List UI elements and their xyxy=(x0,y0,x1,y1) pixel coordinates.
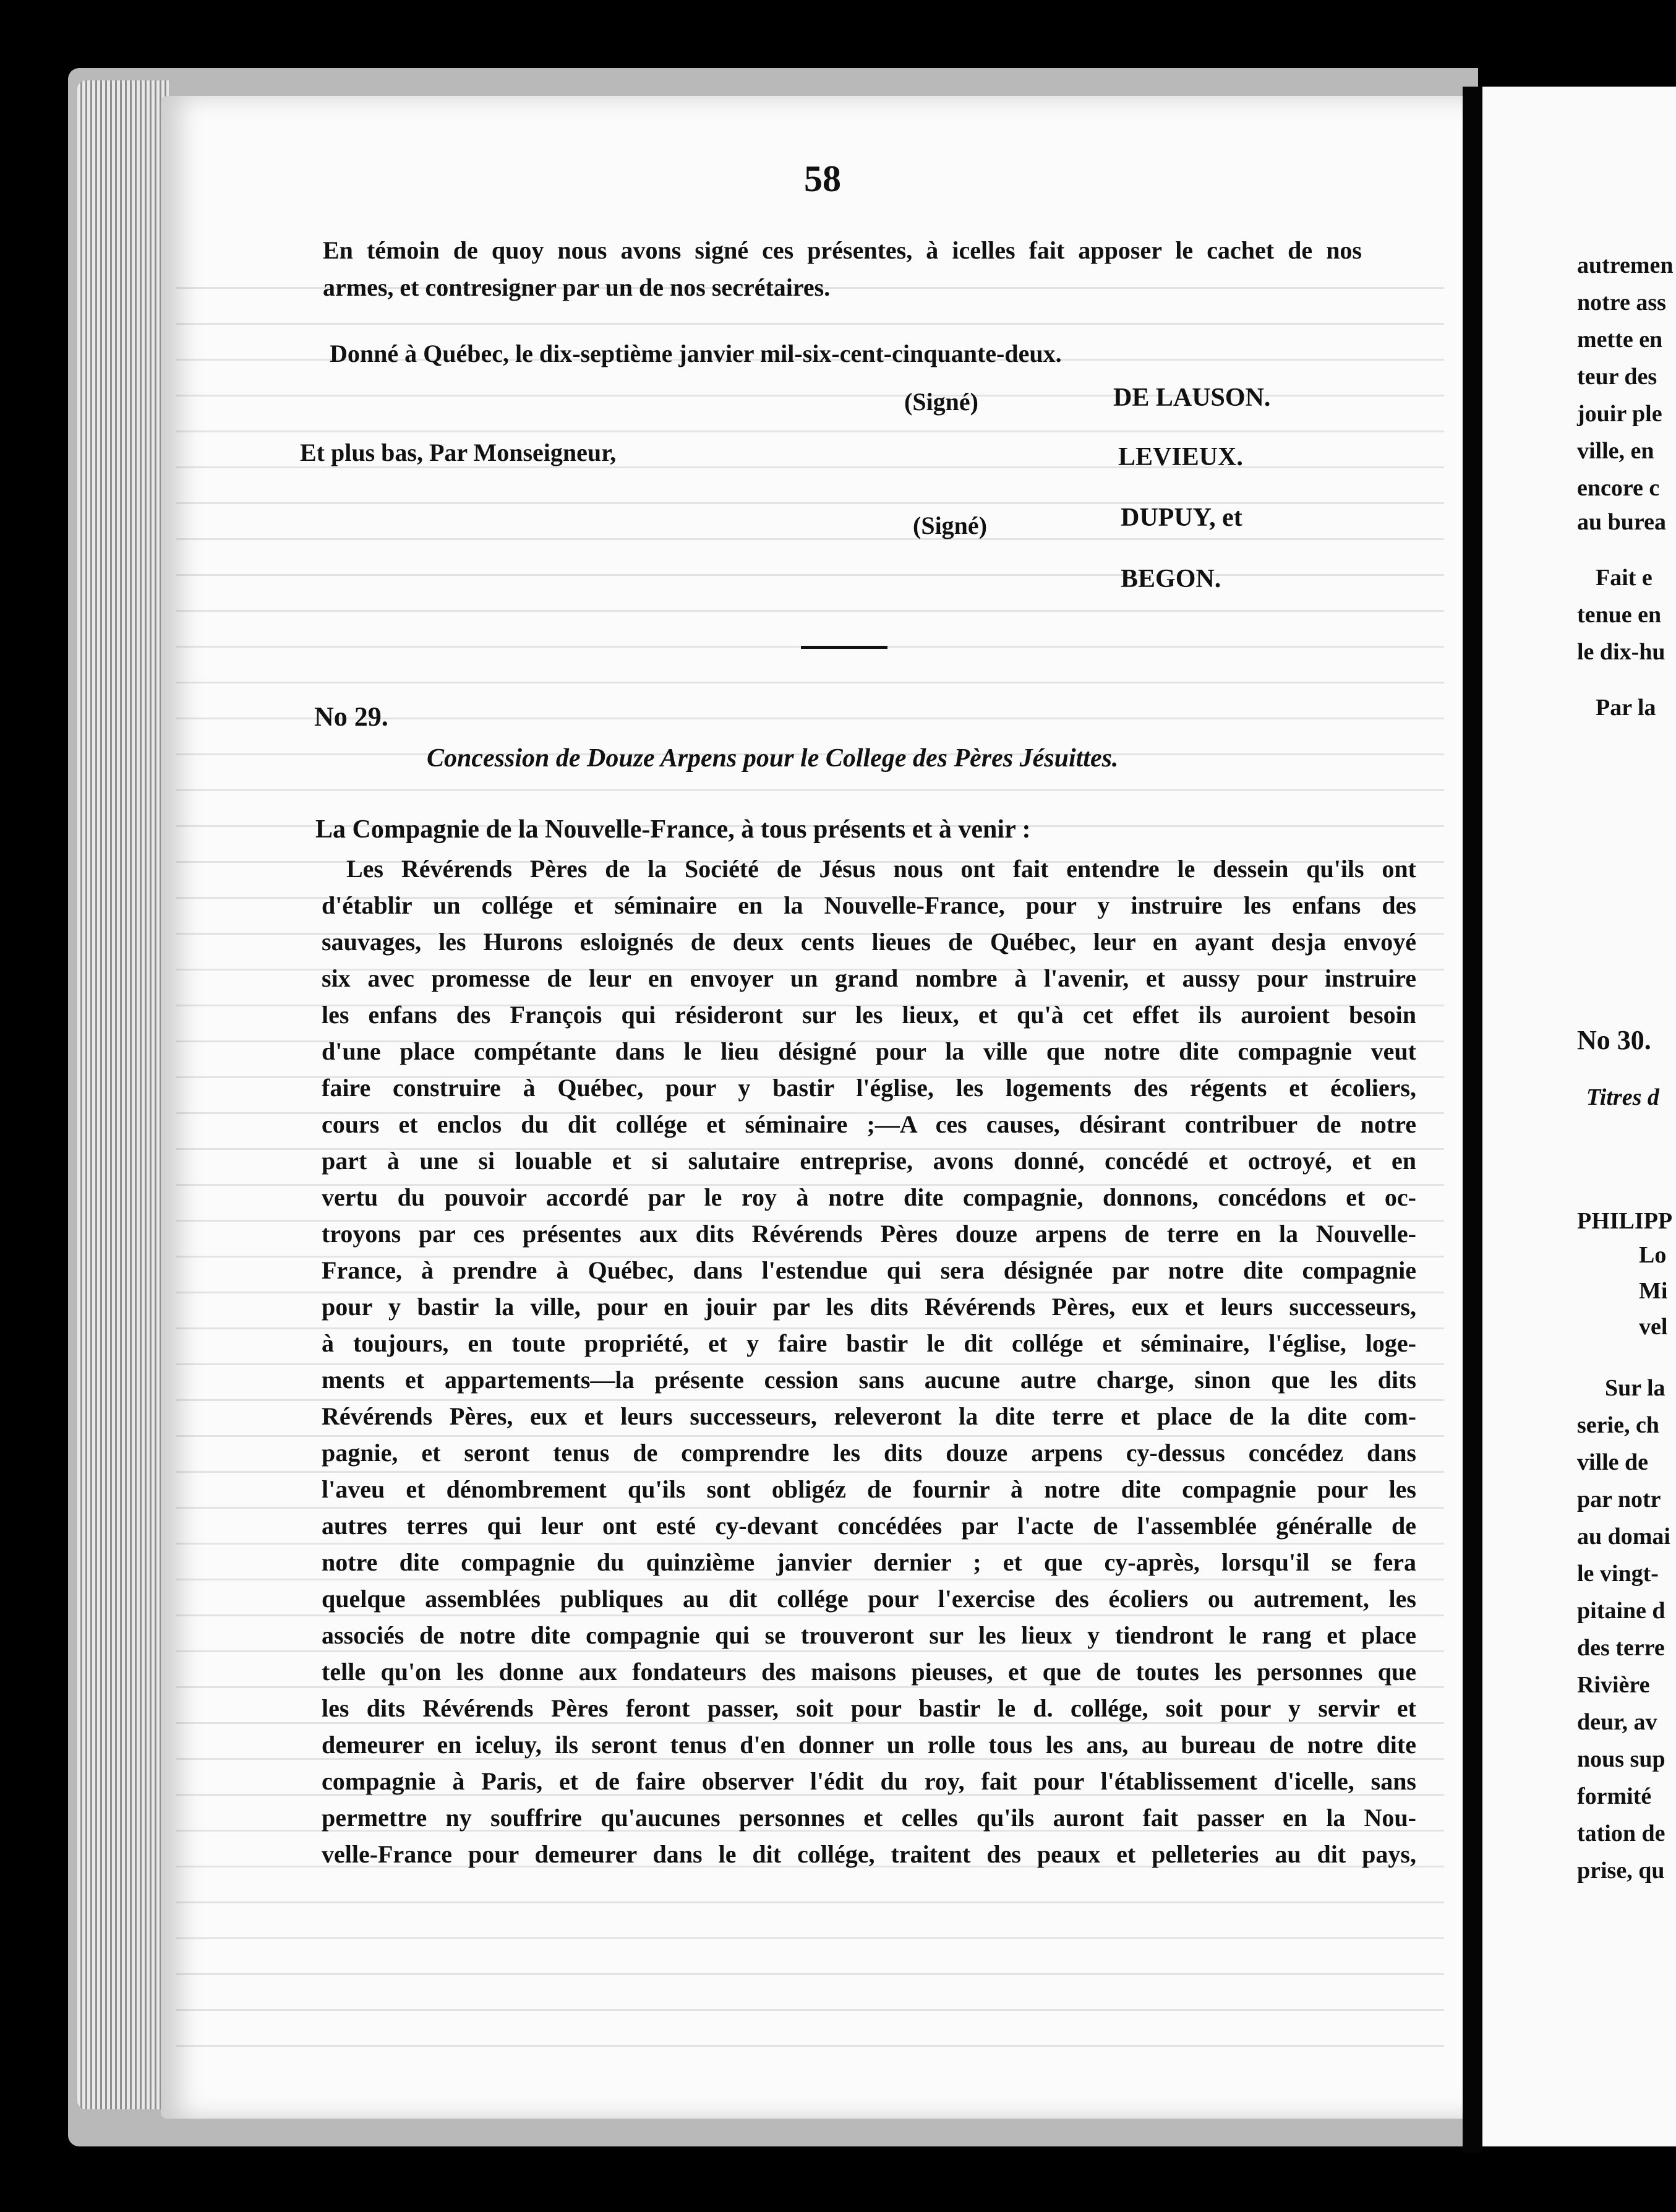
body-line: velle-France pour demeurer dans le dit collége, traitent des peaux et pelleteries au dit pays, xyxy=(322,1840,1416,1868)
body-line: cours et enclos du dit collége et séminaire ;—A ces causes, désirant contribuer de notre xyxy=(322,1110,1416,1138)
right-page-line: Mi xyxy=(1639,1278,1668,1304)
right-page-line: Rivière xyxy=(1577,1672,1650,1698)
body-line: d'une place compétante dans le lieu désigné pour la ville que notre dite compagnie veut xyxy=(322,1037,1416,1065)
body-line: notre dite compagnie du quinzième janvier dernier ; et que cy-après, lorsqu'il se fera xyxy=(322,1548,1416,1576)
body-line: compagnie à Paris, et de faire observer l'édit du roy, fait pour l'établissement d'icelle, sans xyxy=(322,1767,1416,1795)
right-page-line: Lo xyxy=(1639,1242,1667,1268)
body-line: permettre ny souffrire qu'aucunes personnes et celles qu'ils auront fait passer en la Nou- xyxy=(322,1804,1416,1832)
signe-label-2: (Signé) xyxy=(913,512,987,539)
body-line: pour y bastir la ville, pour en jouir par les dits Révérends Pères, eux et leurs successeurs, xyxy=(322,1293,1416,1321)
right-page-line: par notr xyxy=(1577,1486,1661,1512)
intro-line-2: armes, et contresigner par un de nos secrétaires. xyxy=(323,273,831,301)
body-line: les enfans des François qui résideront sur les lieux, et qu'à cet effet ils auroient besoin xyxy=(322,1001,1416,1029)
body-line: autres terres qui leur ont esté cy-devant concédées par l'acte de l'assemblée généralle de xyxy=(322,1512,1416,1540)
right-page-line: nous sup xyxy=(1577,1746,1665,1772)
body-line: part à une si louable et si salutaire entreprise, avons donné, concédé et octroyé, et en xyxy=(322,1147,1416,1175)
right-page-line: jouir ple xyxy=(1577,401,1662,427)
date-line: Donné à Québec, le dix-septième janvier mil-six-cent-cinquante-deux. xyxy=(330,340,1062,367)
right-page-line: ville, en xyxy=(1577,438,1654,464)
right-page-line: serie, ch xyxy=(1577,1412,1659,1438)
right-page-line: au domai xyxy=(1577,1524,1670,1550)
body-line: Révérends Pères, eux et leurs successeurs, releveront la dite terre et place de la dite com- xyxy=(322,1402,1416,1430)
body-line: d'établir un collége et séminaire en la Nouvelle-France, pour y instruire les enfans des xyxy=(322,891,1416,919)
document-title: Concession de Douze Arpens pour le College des Pères Jésuittes. xyxy=(427,744,1119,773)
par-monseigneur-line: Et plus bas, Par Monseigneur, xyxy=(300,439,617,466)
intro-line-1: En témoin de quoy nous avons signé ces présentes, à icelles fait apposer le cachet de nos xyxy=(323,236,1362,264)
page-edges xyxy=(77,80,170,2109)
right-page-line: Titres d xyxy=(1586,1084,1659,1110)
right-page-line: Par la xyxy=(1596,695,1656,721)
right-page-line: No 30. xyxy=(1577,1025,1651,1055)
right-page-line: vel xyxy=(1639,1314,1668,1340)
right-page-line: mette en xyxy=(1577,327,1663,353)
right-page-line: Sur la xyxy=(1605,1375,1665,1401)
body-line: l'aveu et dénombrement qu'ils sont obligéz de fournir à notre dite compagnie pour les xyxy=(322,1475,1416,1503)
body-line: les dits Révérends Pères feront passer, soit pour bastir le d. collége, soit pour y servir et xyxy=(322,1694,1416,1722)
body-line: ments et appartements—la présente cession sans aucune autre charge, sinon que les dits xyxy=(322,1366,1416,1394)
right-page-line: encore c xyxy=(1577,475,1660,501)
address-line: La Compagnie de la Nouvelle-France, à tous présents et à venir : xyxy=(315,815,1031,844)
right-page-line: autremen xyxy=(1577,252,1674,278)
document-number: No 29. xyxy=(314,701,388,732)
book-gutter xyxy=(1463,87,1482,2153)
signer-dupuy: DUPUY, et xyxy=(1121,504,1242,532)
right-page-line: pitaine d xyxy=(1577,1598,1665,1624)
page-number: 58 xyxy=(804,158,841,199)
right-page-line: formité xyxy=(1577,1783,1652,1809)
right-page-line: tenue en xyxy=(1577,602,1662,628)
right-page-line: tation de xyxy=(1577,1820,1665,1846)
body-line: sauvages, les Hurons esloignés de deux cents lieues de Québec, leur en ayant desja envoyé xyxy=(322,928,1416,956)
body-line: demeurer en iceluy, ils seront tenus d'en donner un rolle tous les ans, au bureau de notre dite xyxy=(322,1731,1416,1759)
body-line: à toujours, en toute propriété, et y faire bastir le dit collége et séminaire, l'église, loge- xyxy=(322,1329,1416,1357)
right-page-line: teur des xyxy=(1577,364,1657,390)
right-page-line: ville de xyxy=(1577,1449,1649,1475)
body-line: six avec promesse de leur en envoyer un grand nombre à l'avenir, et aussy pour instruire xyxy=(322,964,1416,992)
body-text xyxy=(322,844,1416,1868)
body-line: pagnie, et seront tenus de comprendre les dits douze arpens cy-dessus concédez dans xyxy=(322,1439,1416,1467)
body-line: associés de notre dite compagnie qui se trouveront sur les lieux y tiendront le rang et place xyxy=(322,1621,1416,1649)
right-page-line: le dix-hu xyxy=(1577,639,1665,665)
right-page-line: Fait e xyxy=(1596,565,1652,591)
section-divider xyxy=(801,646,887,649)
body-line: Les Révérends Pères de la Société de Jésus nous ont fait entendre le dessein qu'ils ont xyxy=(346,855,1416,883)
signer-begon: BEGON. xyxy=(1121,565,1221,593)
body-line: quelque assemblées publiques au dit collége pour l'exercise des écoliers ou autrement, les xyxy=(322,1585,1416,1613)
right-page-line: deur, av xyxy=(1577,1709,1657,1735)
body-line: troyons par ces présentes aux dits Révérends Pères douze arpens de terre en la Nouvelle- xyxy=(322,1220,1416,1248)
right-page-line: prise, qu xyxy=(1577,1858,1665,1884)
right-page-line: le vingt- xyxy=(1577,1561,1659,1587)
body-line: France, à prendre à Québec, dans l'estendue qui sera désignée par notre dite compagnie xyxy=(322,1256,1416,1284)
right-page-line: notre ass xyxy=(1577,289,1666,315)
body-line: vertu du pouvoir accordé par le roy à notre dite compagnie, donnons, concédons et oc- xyxy=(322,1183,1416,1211)
right-page-line: des terre xyxy=(1577,1635,1665,1661)
body-line: faire construire à Québec, pour y bastir l'église, les logements des régents et écoliers, xyxy=(322,1074,1416,1102)
signe-label-1: (Signé) xyxy=(904,388,978,416)
right-page-line: au burea xyxy=(1577,509,1666,535)
signer-levieux: LEVIEUX. xyxy=(1118,443,1243,471)
body-line: telle qu'on les donne aux fondateurs des maisons pieuses, et que de toutes les personnes que xyxy=(322,1658,1416,1686)
signer-de-lauson: DE LAUSON. xyxy=(1113,384,1271,412)
right-page-line: PHILIPP xyxy=(1577,1208,1673,1234)
